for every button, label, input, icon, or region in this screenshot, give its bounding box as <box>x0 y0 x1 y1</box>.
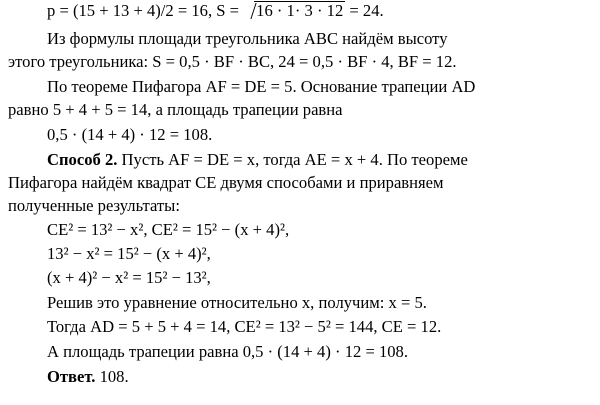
text-line-4: По теореме Пифагора AF = DE = 5. Основание трапеции AD <box>47 77 476 96</box>
method-2-text: Пусть AF = DE = x, тогда AE = x + 4. По теореме <box>117 150 468 169</box>
answer-line <box>47 367 129 389</box>
text-line-9: полученные результаты: <box>8 196 180 215</box>
text-line-7 <box>47 150 468 172</box>
equation-line-2: 13² − x² = 15² − (x + 4)², <box>47 244 211 263</box>
sqrt-sign <box>243 1 345 21</box>
text-line-1 <box>47 1 384 23</box>
text-line-6: 0,5 · (14 + 4) · 12 = 108. <box>47 125 213 144</box>
method-2-label: Способ 2. <box>47 150 118 169</box>
answer-value: 108. <box>95 367 129 386</box>
text-line-12: А площадь трапеции равна 0,5 · (14 + 4) · 12 = 108. <box>47 342 408 361</box>
text-line-10: Решив это уравнение относительно x, получим: x = 5. <box>47 293 427 312</box>
equation-line-1: CE² = 13² − x², CE² = 15² − (x + 4)², <box>47 220 290 239</box>
equation-line-3: (x + 4)² − x² = 15² − 13², <box>47 268 211 287</box>
answer-label: Ответ. <box>47 367 96 386</box>
area-result: = 24. <box>345 1 384 20</box>
text-line-5: равно 5 + 4 + 5 = 14, а площадь трапеции равна <box>8 100 343 119</box>
perimeter-formula: p = (15 + 13 + 4)/2 = 16, S = <box>47 1 244 20</box>
text-line-3: этого треугольника: S = 0,5 · BF · BC, 24 = 0,5 · BF · 4, BF = 12. <box>8 52 457 71</box>
text-line-8: Пифагора найдём квадрат CE двумя способами и приравняем <box>8 173 444 192</box>
text-line-11: Тогда AD = 5 + 5 + 4 = 14, CE² = 13² − 5² = 144, CE = 12. <box>47 317 442 336</box>
sqrt-radicand: 16 · 1· 3 · 12 <box>256 1 344 20</box>
text-line-2: Из формулы площади треугольника ABC найдём высоту <box>47 29 448 48</box>
